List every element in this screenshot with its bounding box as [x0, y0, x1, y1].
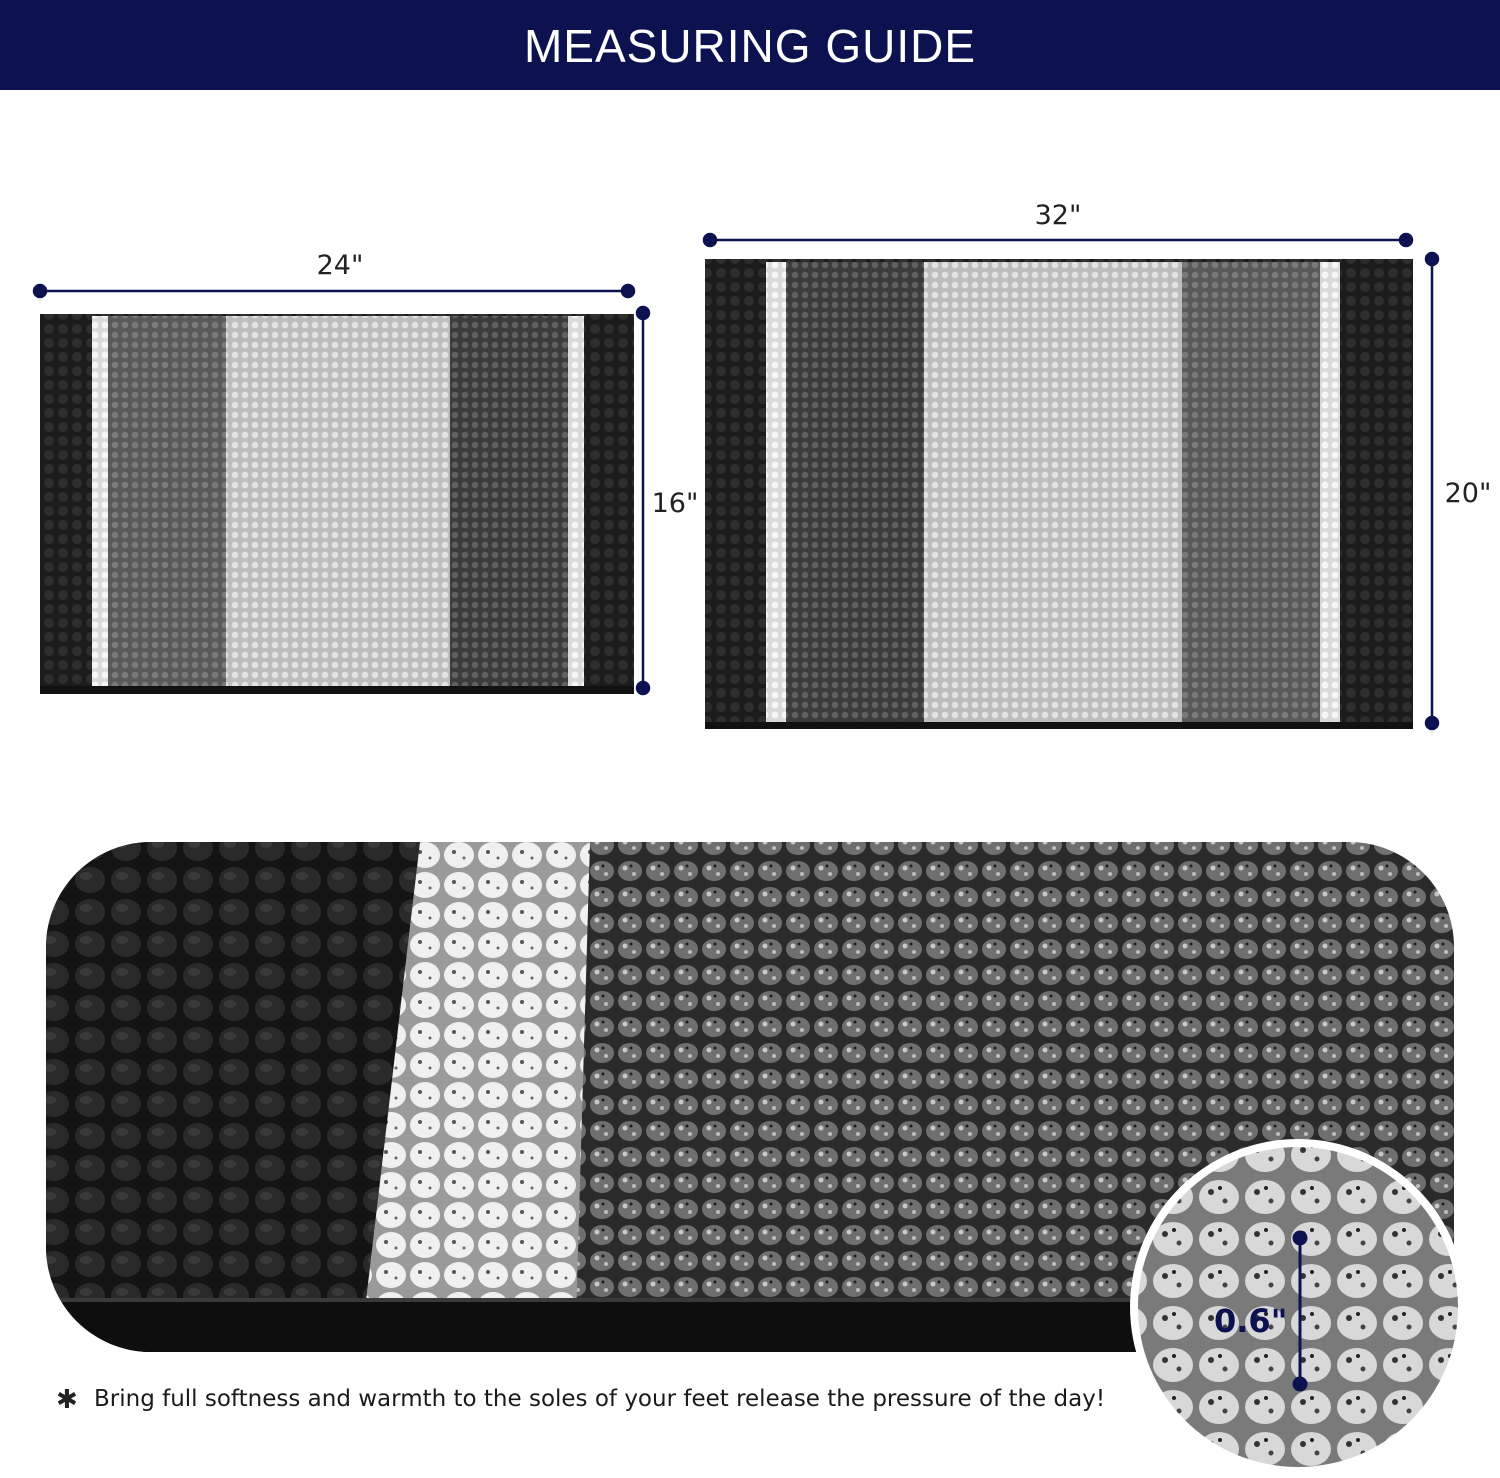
large-bath-mat: [705, 259, 1413, 729]
feature-text: Bring full softness and warmth to the soles of your feet release the pressure of the day!: [94, 1386, 1106, 1412]
small-bath-mat: [40, 314, 634, 694]
large-mat-height-label: 20": [1444, 478, 1492, 509]
pile-height-label: 0.6": [1214, 1302, 1288, 1340]
asterisk-icon: ✱: [56, 1385, 78, 1415]
page-title: MEASURING GUIDE: [523, 20, 977, 72]
small-mat-width-label: 24": [316, 250, 364, 281]
small-mat-height-label: 16": [651, 488, 699, 519]
large-mat-width-label: 32": [1034, 200, 1082, 231]
